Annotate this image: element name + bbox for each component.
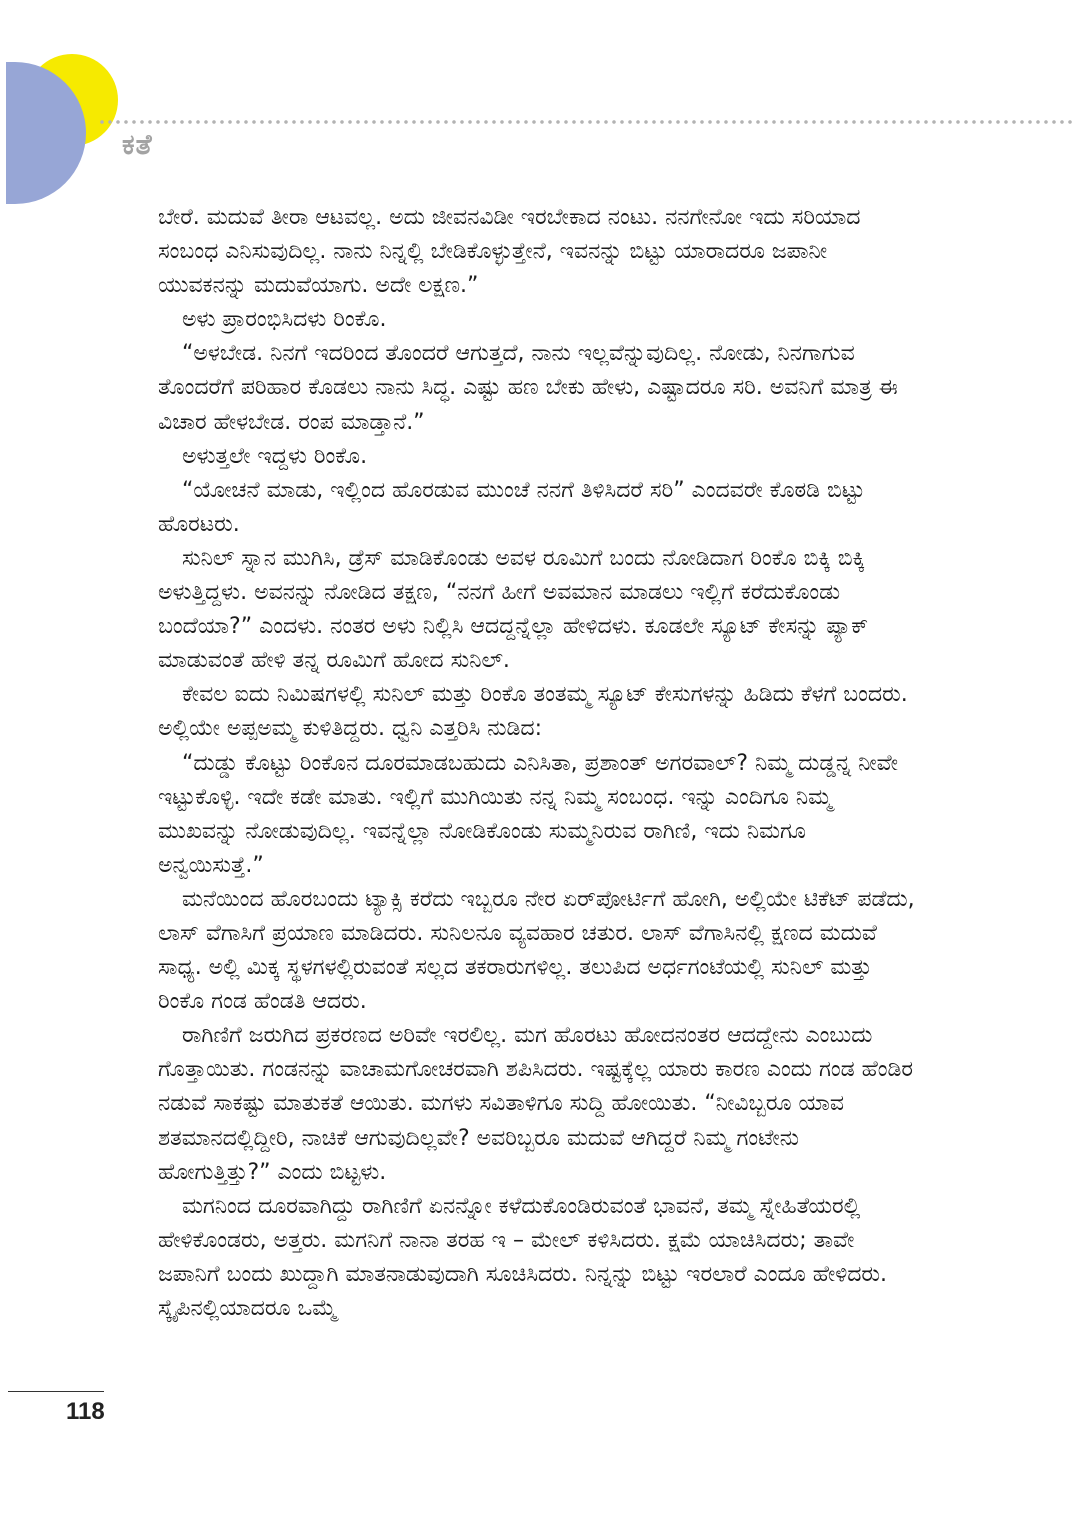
story-body (158, 201, 918, 1326)
paragraph: ಕೇವಲ ಐದು ನಿಮಿಷಗಳಲ್ಲಿ ಸುನಿಲ್ ಮತ್ತು ರಿಂಕೊ ತಂತಮ್ಮ ಸ್ಯೂಟ್ ಕೇಸುಗಳನ್ನು ಹಿಡಿದು ಕೆಳಗೆ ಬಂದರು. ಅಲ್ಲಿಯೇ ಅಪ್ಪಅಮ್ಮ ಕುಳಿತಿದ್ದರು. ಧ್ವನಿ ಎತ್ತರಿಸಿ ನುಡಿದ: (158, 682, 908, 742)
paragraph: ಬೇರೆ. ಮದುವೆ ತೀರಾ ಆಟವಲ್ಲ. ಅದು ಜೀವನವಿಡೀ ಇರಬೇಕಾದ ನಂಟು. ನನಗೇನೋ ಇದು ಸರಿಯಾದ ಸಂಬಂಧ ಎನಿಸುವುದಿಲ್ಲ. ನಾನು ನಿನ್ನಲ್ಲಿ ಬೇಡಿಕೊಳ್ಳುತ್ತೇನೆ, ಇವನನ್ನು ಬಿಟ್ಟು ಯಾರಾದರೂ ಜಪಾನೀ ಯುವಕನನ್ನು ಮದುವೆಯಾಗು. ಅದೇ ಲಕ್ಷಣ.” (158, 205, 861, 299)
page-number: 118 (66, 1398, 105, 1425)
paragraph: ಮಗನಿಂದ ದೂರವಾಗಿದ್ದು ರಾಗಿಣಿಗೆ ಏನನ್ನೋ ಕಳೆದುಕೊಂಡಿರುವಂತೆ ಭಾವನೆ, ತಮ್ಮ ಸ್ನೇಹಿತೆಯರಲ್ಲಿ ಹೇಳಿಕೊಂಡರು, ಅತ್ತರು. ಮಗನಿಗೆ ನಾನಾ ತರಹ ಇ – ಮೇಲ್ ಕಳಿಸಿದರು. ಕ್ಷಮೆ ಯಾಚಿಸಿದರು; ತಾವೇ ಜಪಾನಿಗೆ ಬಂದು ಖುದ್ದಾಗಿ ಮಾತನಾಡುವುದಾಗಿ ಸೂಚಿಸಿದರು. ನಿನ್ನನ್ನು ಬಿಟ್ಟು ಇರಲಾರೆ ಎಂದೂ ಹೇಳಿದರು. ಸ್ಕೈಪಿನಲ್ಲಿಯಾದರೂ ಒಮ್ಮೆ (158, 1193, 888, 1321)
paragraph: ಅಳುತ್ತಲೇ ಇದ್ದಳು ರಿಂಕೊ. (182, 443, 368, 469)
section-label: ಕತೆ (122, 128, 153, 161)
page-number-rule (8, 1391, 104, 1392)
dotted-header-rule (98, 118, 1072, 126)
paragraph: ಮನೆಯಿಂದ ಹೊರಬಂದು ಟ್ಯಾಕ್ಸಿ ಕರೆದು ಇಬ್ಬರೂ ನೇರ ಏರ್‌ಪೋರ್ಟಿಗೆ ಹೋಗಿ, ಅಲ್ಲಿಯೇ ಟಿಕೆಟ್ ಪಡೆದು, ಲಾಸ್ ವೆಗಾಸಿಗೆ ಪ್ರಯಾಣ ಮಾಡಿದರು. ಸುನಿಲನೂ ವ್ಯವಹಾರ ಚತುರ. ಲಾಸ್ ವೆಗಾಸಿನಲ್ಲಿ ಕ್ಷಣದ ಮದುವೆ ಸಾಧ್ಯ. ಅಲ್ಲಿ ಮಿಕ್ಕ ಸ್ಥಳಗಳಲ್ಲಿರುವಂತೆ ಸಲ್ಲದ ತಕರಾರುಗಳಿಲ್ಲ. ತಲುಪಿದ ಅರ್ಧಗಂಟೆಯಲ್ಲಿ ಸುನಿಲ್ ಮತ್ತು ರಿಂಕೊ ಗಂಡ ಹೆಂಡತಿ ಆದರು. (158, 886, 915, 1015)
paragraph: “ದುಡ್ಡು ಕೊಟ್ಟು ರಿಂಕೊನ ದೂರಮಾಡಬಹುದು ಎನಿಸಿತಾ, ಪ್ರಶಾಂತ್ ಅಗರವಾಲ್? ನಿಮ್ಮ ದುಡ್ಡನ್ನ ನೀವೇ ಇಟ್ಟುಕೊಳ್ಳಿ. ಇದೇ ಕಡೇ ಮಾತು. ಇಲ್ಲಿಗೆ ಮುಗಿಯಿತು ನನ್ನ ನಿಮ್ಮ ಸಂಬಂಧ. ಇನ್ನು ಎಂದಿಗೂ ನಿಮ್ಮ ಮುಖವನ್ನು ನೋಡುವುದಿಲ್ಲ. ಇವನ್ನೆಲ್ಲಾ ನೋಡಿಕೊಂಡು ಸುಮ್ಮನಿರುವ ರಾಗಿಣಿ, ಇದು ನಿಮಗೂ ಅನ್ವಯಿಸುತ್ತೆ.” (158, 750, 898, 878)
paragraph: ರಾಗಿಣಿಗೆ ಜರುಗಿದ ಪ್ರಕರಣದ ಅರಿವೇ ಇರಲಿಲ್ಲ. ಮಗ ಹೊರಟು ಹೋದನಂತರ ಆದದ್ದೇನು ಎಂಬುದು ಗೊತ್ತಾಯಿತು. ಗಂಡನನ್ನು ವಾಚಾಮಗೋಚರವಾಗಿ ಶಪಿಸಿದರು. ಇಷ್ಟಕ್ಕೆಲ್ಲ ಯಾರು ಕಾರಣ ಎಂದು ಗಂಡ ಹೆಂಡಿರ ನಡುವೆ ಸಾಕಷ್ಟು ಮಾತುಕತೆ ಆಯಿತು. ಮಗಳು ಸವಿತಾಳಿಗೂ ಸುದ್ದಿ ಹೋಯಿತು. “ನೀವಿಬ್ಬರೂ ಯಾವ ಶತಮಾನದಲ್ಲಿದ್ದೀರಿ, ನಾಚಿಕೆ ಆಗುವುದಿಲ್ಲವೇ? ಅವರಿಬ್ಬರೂ ಮದುವೆ ಆಗಿದ್ದರೆ ನಿಮ್ಮ ಗಂಟೇನು ಹೋಗುತ್ತಿತ್ತು?” ಎಂದು ಬಿಟ್ಟಳು. (158, 1023, 914, 1185)
paragraph: “ಯೋಚನೆ ಮಾಡು, ಇಲ್ಲಿಂದ ಹೊರಡುವ ಮುಂಚೆ ನನಗೆ ತಿಳಿಸಿದರೆ ಸರಿ” ಎಂದವರೇ ಕೊಠಡಿ ಬಿಟ್ಟು ಹೊರಟರು. (158, 477, 865, 537)
paragraph: “ಅಳಬೇಡ. ನಿನಗೆ ಇದರಿಂದ ತೊಂದರೆ ಆಗುತ್ತದೆ, ನಾನು ಇಲ್ಲವೆನ್ನುವುದಿಲ್ಲ. ನೋಡು, ನಿನಗಾಗುವ ತೊಂದರೆಗೆ ಪರಿಹಾರ ಕೊಡಲು ನಾನು ಸಿದ್ಧ. ಎಷ್ಟು ಹಣ ಬೇಕು ಹೇಳು, ಎಷ್ಟಾದರೂ ಸರಿ. ಅವನಿಗೆ ಮಾತ್ರ ಈ ವಿಚಾರ ಹೇಳಬೇಡ. ರಂಪ ಮಾಡ್ತಾನೆ.” (158, 341, 898, 435)
paragraph: ಅಳು ಪ್ರಾರಂಭಿಸಿದಳು ರಿಂಕೊ. (182, 307, 387, 333)
paragraph: ಸುನಿಲ್ ಸ್ನಾನ ಮುಗಿಸಿ, ಡ್ರೆಸ್ ಮಾಡಿಕೊಂಡು ಅವಳ ರೂಮಿಗೆ ಬಂದು ನೋಡಿದಾಗ ರಿಂಕೊ ಬಿಕ್ಕಿ ಬಿಕ್ಕಿ ಅಳುತ್ತಿದ್ದಳು. ಅವನನ್ನು ನೋಡಿದ ತಕ್ಷಣ, “ನನಗೆ ಹೀಗೆ ಅವಮಾನ ಮಾಡಲು ಇಲ್ಲಿಗೆ ಕರೆದುಕೊಂಡು ಬಂದೆಯಾ?” ಎಂದಳು. ನಂತರ ಅಳು ನಿಲ್ಲಿಸಿ ಆದದ್ದನ್ನೆಲ್ಲಾ ಹೇಳಿದಳು. ಕೂಡಲೇ ಸ್ಯೂಟ್ ಕೇಸನ್ನು ಪ್ಯಾಕ್ ಮಾಡುವಂತೆ ಹೇಳಿ ತನ್ನ ರೂಮಿಗೆ ಹೋದ ಸುನಿಲ್. (158, 545, 869, 674)
